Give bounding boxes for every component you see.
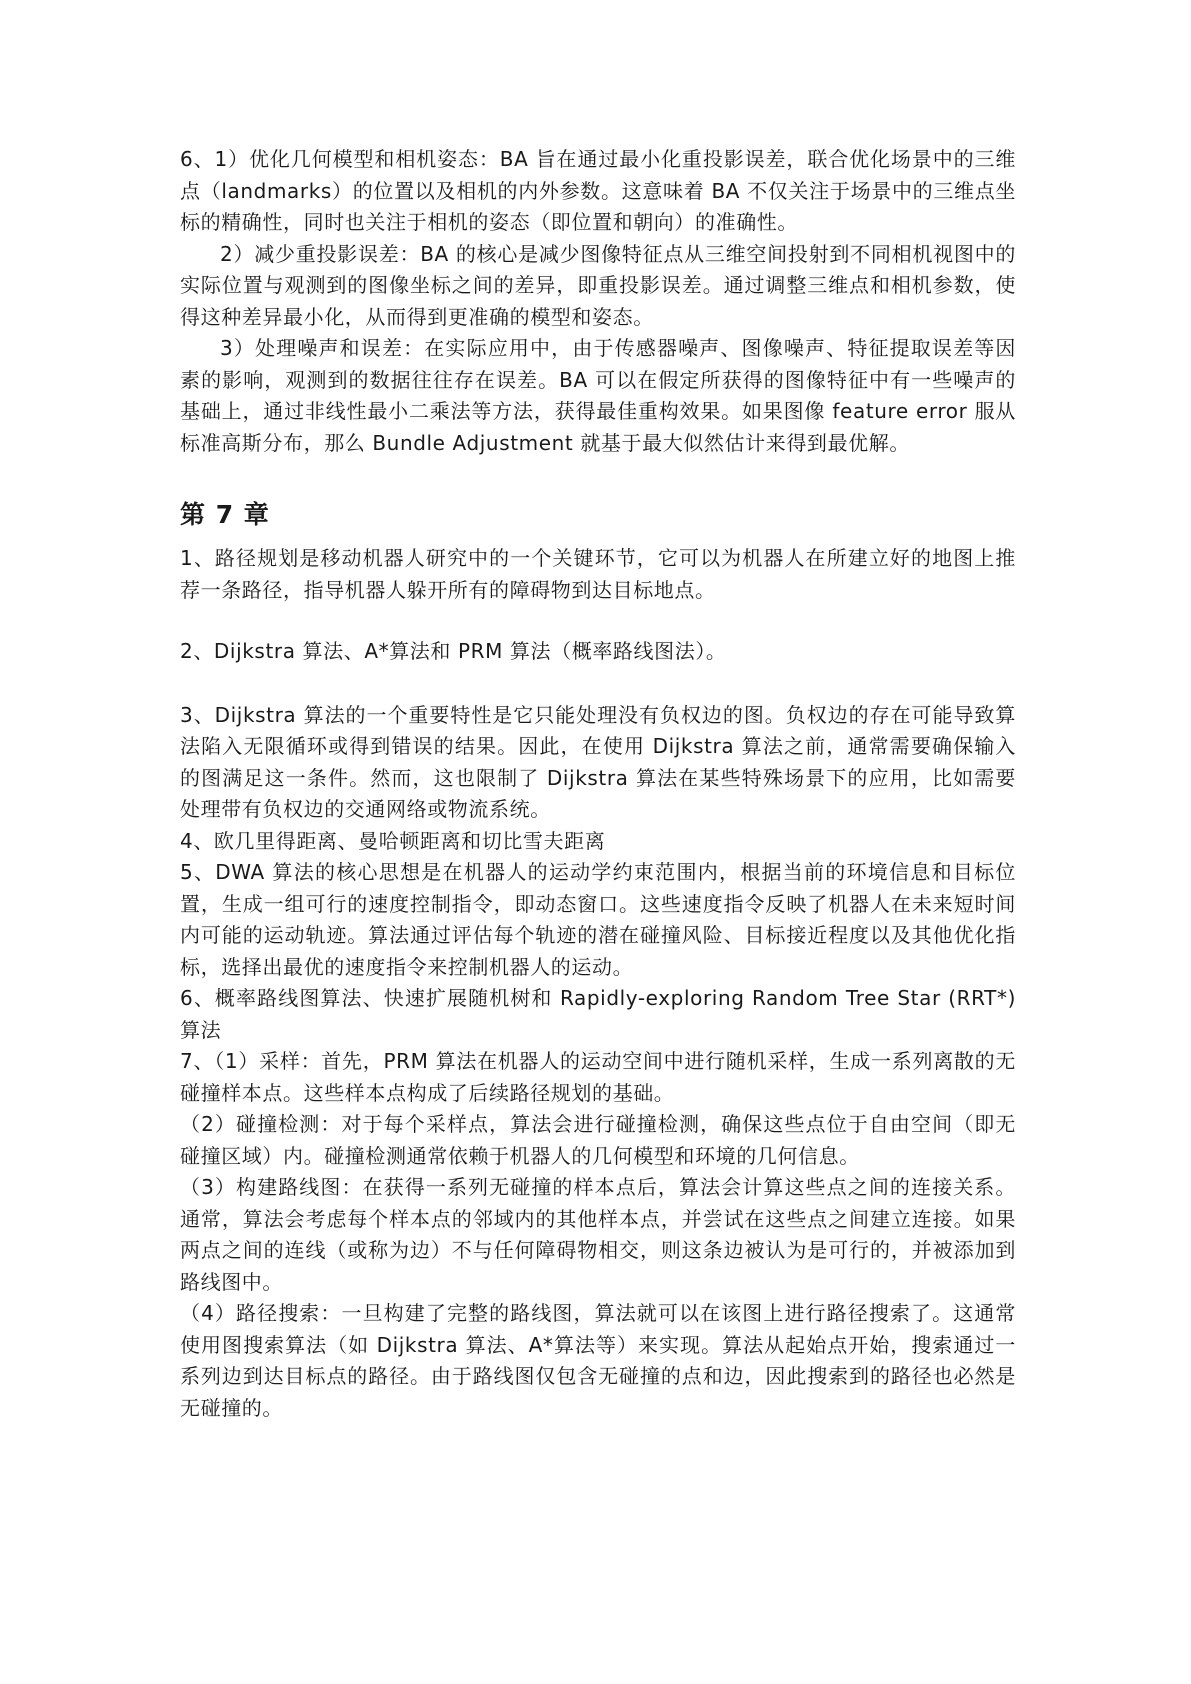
paragraph-6-1: 6、1）优化几何模型和相机姿态：BA 旨在通过最小化重投影误差，联合优化场景中的三维点（landmarks）的位置以及相机的内外参数。这意味着 BA 不仅关注于场景中的三维点坐标的精确性，同时也关注于相机的姿态（即位置和朝向）的准确性。 [180,147,1016,234]
answer-7-step-2: （2）碰撞检测：对于每个采样点，算法会进行碰撞检测，确保这些点位于自由空间（即无碰撞区域）内。碰撞检测通常依赖于机器人的几何模型和环境的几何信息。 [180,1112,1016,1168]
page-content [180,144,1016,1424]
answer-5: 5、DWA 算法的核心思想是在机器人的运动学约束范围内，根据当前的环境信息和目标位置，生成一组可行的速度控制指令，即动态窗口。这些速度指令反映了机器人在未来短时间内可能的运动轨迹。算法通过评估每个轨迹的潜在碰撞风险、目标接近程度以及其他优化指标，选择出最优的速度指令来控制机器人的运动。 [180,860,1016,979]
chapter-heading: 第 7 章 [180,500,270,529]
answer-2: 2、Dijkstra 算法、A*算法和 PRM 算法（概率路线图法）。 [180,639,727,663]
paragraph-6-2: 2）减少重投影误差：BA 的核心是减少图像特征点从三维空间投射到不同相机视图中的实际位置与观测到的图像坐标之间的差异，即重投影误差。通过调整三维点和相机参数，使得这种差异最小化，从而得到更准确的模型和姿态。 [180,241,1016,329]
answer-6: 6、概率路线图算法、快速扩展随机树和 Rapidly-exploring Random Tree Star (RRT*) 算法 [180,986,1016,1042]
paragraph-6-3: 3）处理噪声和误差：在实际应用中，由于传感器噪声、图像噪声、特征提取误差等因素的影响，观测到的数据往往存在误差。BA 可以在假定所获得的图像特征中有一些噪声的基础上，通过非线性最小二乘法等方法，获得最佳重构效果。如果图像 feature error 服从标准高斯分布，那么 Bundle Adjustment 就基于最大似然估计来得到最优解。 [180,336,1016,455]
answer-7-step-4: （4）路径搜索：一旦构建了完整的路线图，算法就可以在该图上进行路径搜索了。这通常使用图搜索算法（如 Dijkstra 算法、A*算法等）来实现。算法从起始点开始，搜索通过一系列边到达目标点的路径。由于路线图仅包含无碰撞的点和边，因此搜索到的路径也必然是无碰撞的。 [180,1301,1016,1420]
spacer [180,535,1016,543]
answer-7-step-1: 7、（1）采样：首先，PRM 算法在机器人的运动空间中进行随机采样，生成一系列离散的无碰撞样本点。这些样本点构成了后续路径规划的基础。 [180,1049,1016,1105]
answer-3: 3、Dijkstra 算法的一个重要特性是它只能处理没有负权边的图。负权边的存在可能导致算法陷入无限循环或得到错误的结果。因此，在使用 Dijkstra 算法之前，通常需要确保输入的图满足这一条件。然而，这也限制了 Dijkstra 算法在某些特殊场景下的应用，比如需要处理带有负权边的交通网络或物流系统。 [180,702,1016,821]
answer-4: 4、欧几里得距离、曼哈顿距离和切比雪夫距离 [180,828,606,853]
answer-7-step-3: （3）构建路线图：在获得一系列无碰撞的样本点后，算法会计算这些点之间的连接关系。通常，算法会考虑每个样本点的邻域内的其他样本点，并尝试在这些点之间建立连接。如果两点之间的连线（或称为边）不与任何障碍物相交，则这条边被认为是可行的，并被添加到路线图中。 [180,1175,1016,1294]
answer-1: 1、路径规划是移动机器人研究中的一个关键环节，它可以为机器人在所建立好的地图上推荐一条路径，指导机器人躲开所有的障碍物到达目标地点。 [180,546,1016,602]
spacer [180,606,1016,636]
spacer [180,459,1016,495]
spacer [180,668,1016,700]
